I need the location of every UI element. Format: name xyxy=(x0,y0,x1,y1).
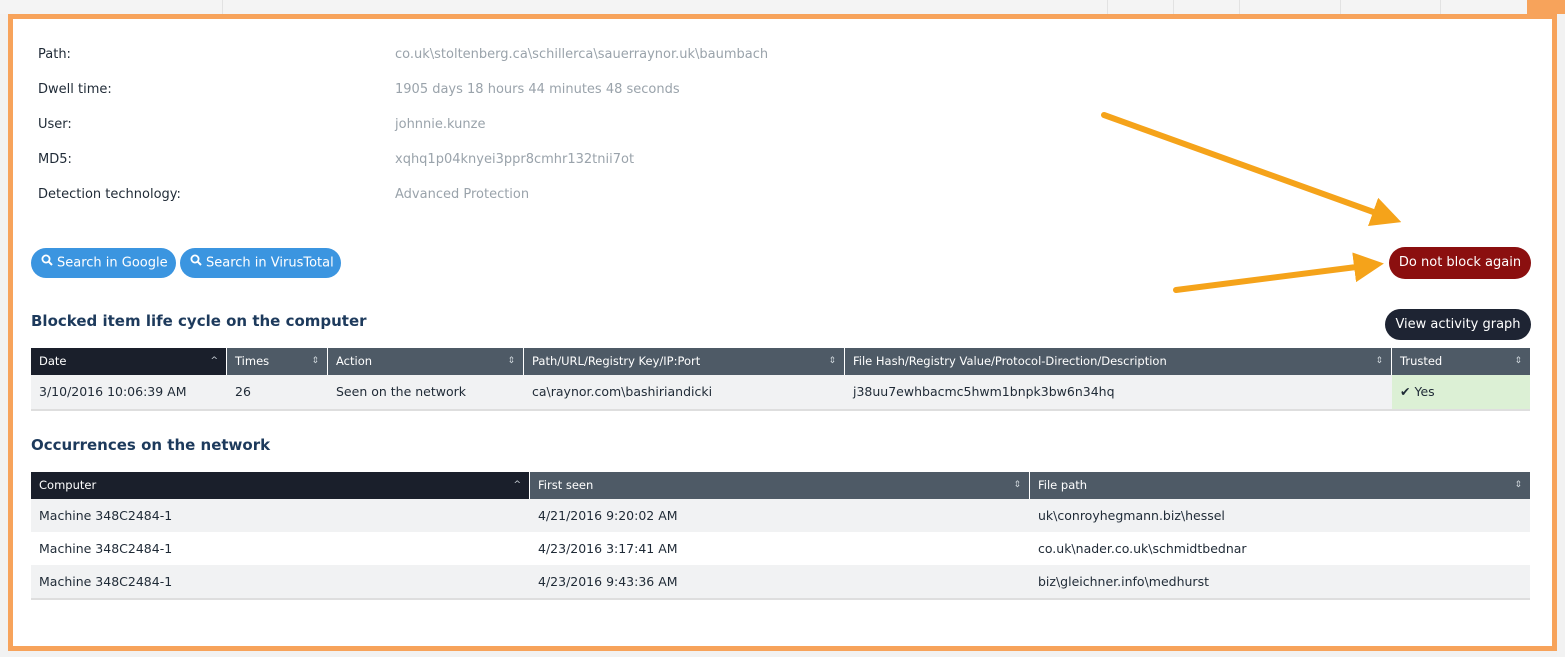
path-label: Path: xyxy=(38,47,71,62)
cell-file-path: biz\gleichner.info\medhurst xyxy=(1038,574,1209,589)
arrow-icon xyxy=(1176,265,1372,290)
user-label: User: xyxy=(38,117,72,132)
md5-label: MD5: xyxy=(38,152,72,167)
cell-computer: Machine 348C2484-1 xyxy=(39,541,173,556)
user-value: johnnie.kunze xyxy=(395,117,486,132)
column-header-trusted-label: Trusted xyxy=(1400,354,1443,368)
cell-action: Seen on the network xyxy=(336,384,467,399)
column-header-file-path-label: File path xyxy=(1038,478,1088,492)
check-icon: ✔ xyxy=(1400,384,1411,399)
column-header-path-label: Path/URL/Registry Key/IP:Port xyxy=(532,354,701,368)
lifecycle-title: Blocked item life cycle on the computer xyxy=(31,312,367,330)
sort-icon: ⇕ xyxy=(311,356,319,366)
cell-file-path: co.uk\nader.co.uk\schmidtbednar xyxy=(1038,541,1247,556)
cell-path: ca\raynor.com\bashiriandicki xyxy=(532,384,713,399)
column-header-hash-label: File Hash/Registry Value/Protocol-Direction/Description xyxy=(853,354,1167,368)
occurrences-title: Occurrences on the network xyxy=(31,436,271,454)
do-not-block-again-button[interactable]: Do not block again xyxy=(1389,247,1531,279)
column-header-times-label: Times xyxy=(235,354,270,368)
dwell-time-value: 1905 days 18 hours 44 minutes 48 seconds xyxy=(395,82,680,97)
cell-computer: Machine 348C2484-1 xyxy=(39,574,173,589)
sort-icon: ⇕ xyxy=(828,356,836,366)
detection-technology-value: Advanced Protection xyxy=(395,187,530,202)
column-header-first-seen-label: First seen xyxy=(538,478,594,492)
cell-times: 26 xyxy=(235,384,251,399)
cell-date: 3/10/2016 10:06:39 AM xyxy=(39,384,187,399)
column-header-computer-label: Computer xyxy=(39,478,97,492)
column-header-date-label: Date xyxy=(39,354,67,368)
cell-first-seen: 4/21/2016 9:20:02 AM xyxy=(538,508,678,523)
search-google-label: Search in Google xyxy=(57,255,168,271)
sort-icon: ⇕ xyxy=(1375,356,1383,366)
sort-icon: ⇕ xyxy=(1514,356,1522,366)
path-value: co.uk\stoltenberg.ca\schillerca\sauerraynor.uk\baumbach xyxy=(395,47,769,62)
arrow-icon xyxy=(1104,115,1390,218)
view-activity-graph-button[interactable]: View activity graph xyxy=(1385,309,1531,340)
column-header-action-label: Action xyxy=(336,354,373,368)
sort-ascending-icon: ^ xyxy=(210,356,218,366)
cell-hash: j38uu7ewhbacmc5hwm1bnpk3bw6n34hq xyxy=(853,384,1115,399)
trusted-value: Yes xyxy=(1414,384,1435,399)
cell-computer: Machine 348C2484-1 xyxy=(39,508,173,523)
cell-file-path: uk\conroyhegmann.biz\hessel xyxy=(1038,508,1225,523)
md5-value: xqhq1p04knyei3ppr8cmhr132tnii7ot xyxy=(395,152,635,167)
detection-technology-label: Detection technology: xyxy=(38,187,181,202)
sort-icon: ⇕ xyxy=(1013,480,1021,490)
search-virustotal-label: Search in VirusTotal xyxy=(206,255,334,271)
dwell-time-label: Dwell time: xyxy=(38,82,112,97)
sort-ascending-icon: ^ xyxy=(513,480,521,490)
cell-first-seen: 4/23/2016 9:43:36 AM xyxy=(538,574,678,589)
cell-first-seen: 4/23/2016 3:17:41 AM xyxy=(538,541,678,556)
sort-icon: ⇕ xyxy=(1514,480,1522,490)
sort-icon: ⇕ xyxy=(507,356,515,366)
